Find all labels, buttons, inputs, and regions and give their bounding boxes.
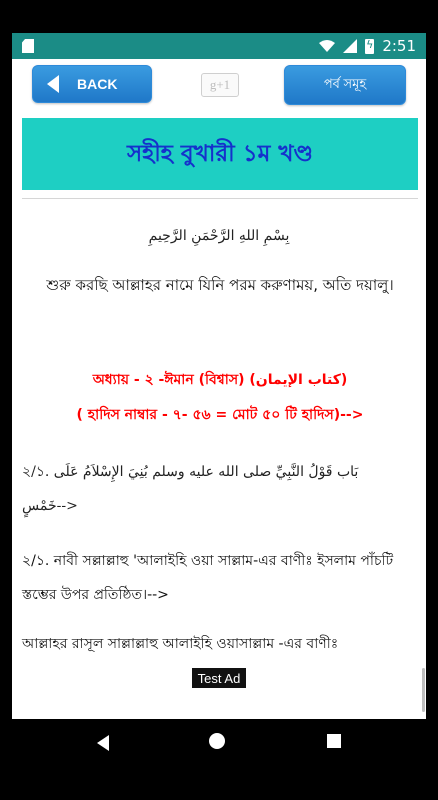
- battery-charging-icon: [365, 39, 374, 54]
- signal-icon: [343, 39, 357, 53]
- navigation-bar: [12, 719, 426, 767]
- status-right: [319, 37, 416, 55]
- book-title-banner: [22, 118, 418, 190]
- sd-card-icon: [22, 39, 34, 53]
- status-time: 2:51: [382, 37, 416, 55]
- chapters-button[interactable]: পর্ব সমূহ: [284, 65, 406, 105]
- divider: [22, 198, 418, 199]
- arabic-line-2: خَمْسٍ-->: [22, 498, 78, 514]
- back-arrow-icon: [47, 75, 59, 93]
- arabic-line-1: بَاب قَوْلُ النَّبِيِّ صلى الله عليه وسلم بُنِيَ الإِسْلاَمُ عَلَى .২/১: [22, 464, 359, 480]
- bismillah-text: بِسْمِ اللهِ الرَّحْمَنِ الرَّحِيمِ: [148, 228, 290, 244]
- nav-recent-icon[interactable]: [327, 734, 341, 748]
- status-bar: [12, 33, 426, 59]
- back-button-label: BACK: [77, 76, 118, 92]
- arabic-chapter-title[interactable]: [22, 455, 416, 523]
- scrollbar[interactable]: [422, 668, 425, 712]
- wifi-icon: [319, 40, 335, 52]
- nav-home-icon[interactable]: [209, 733, 225, 749]
- chapter-heading: অধ্যায় - ২ -ঈমান (বিশ্বাস) (كتاب الإيمان): [92, 372, 348, 388]
- test-ad-badge[interactable]: Test Ad: [192, 668, 246, 688]
- status-left: [22, 39, 34, 53]
- google-plus-one-button[interactable]: g+1: [201, 73, 239, 97]
- hadith-last-line[interactable]: আল্লাহর রাসূল সাল্লাল্লাহু আলাইহি ওয়াসাল্লাম -এর বাণীঃ: [22, 636, 339, 652]
- intro-text: শুরু করছি আল্লাহর নামে যিনি পরম করুণাময়, অতি দয়ালু।: [46, 276, 394, 294]
- book-title: সহীহ বুখারী ১ম খণ্ড: [126, 140, 314, 167]
- top-toolbar: [12, 59, 426, 113]
- hadith-range-text: ( হাদিস নাম্বার - ৭- ৫৬ = মোট ৫০ টি হাদিস)-->: [76, 407, 364, 423]
- nav-back-icon[interactable]: [97, 735, 109, 751]
- back-button[interactable]: [32, 65, 152, 103]
- hadith-bangla-text[interactable]: ২/১. নাবী সল্লাল্লাহু 'আলাইহি ওয়া সাল্লাম-এর বাণীঃ ইসলাম পাঁচটি স্তম্ভের উপর প্রতিষ্ঠিত।-->: [22, 553, 394, 603]
